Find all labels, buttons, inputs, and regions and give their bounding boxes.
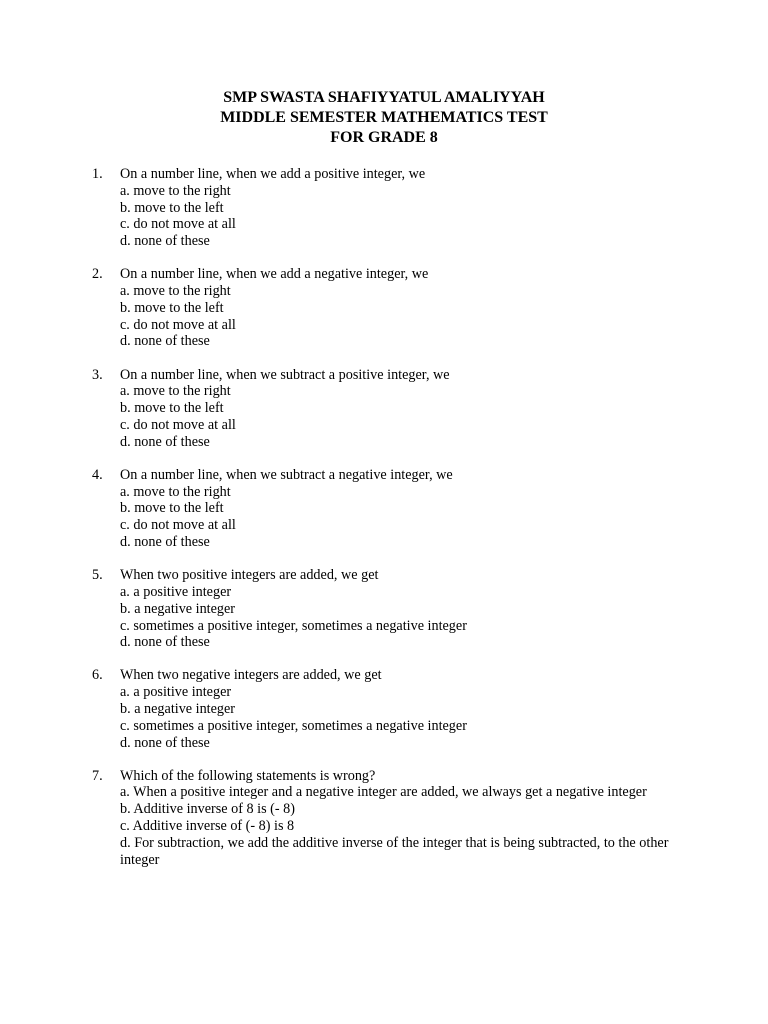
option-d: d. none of these — [120, 333, 210, 350]
option-a: a. move to the right — [120, 383, 231, 400]
answer-options — [120, 283, 682, 350]
question-number: 2. — [92, 266, 103, 283]
question-4 — [92, 467, 682, 551]
option-d: d. none of these — [120, 534, 210, 551]
option-d: d. none of these — [120, 233, 210, 250]
option-d: d. none of these — [120, 433, 210, 450]
option-b: b. move to the left — [120, 299, 224, 316]
option-c: c. do not move at all — [120, 517, 236, 534]
option-b: b. move to the left — [120, 199, 224, 216]
question-number: 5. — [92, 567, 103, 584]
answer-options — [120, 183, 682, 250]
question-number: 7. — [92, 767, 103, 784]
question-text: When two negative integers are added, we get — [120, 667, 382, 684]
grade-label: FOR GRADE 8 — [330, 129, 438, 146]
question-number: 4. — [92, 466, 103, 483]
question-text: On a number line, when we subtract a negative integer, we — [120, 466, 453, 483]
option-a: a. move to the right — [120, 182, 231, 199]
school-name: SMP SWASTA SHAFIYYATUL AMALIYYAH — [223, 89, 545, 106]
option-a: a. a positive integer — [120, 684, 232, 701]
option-c: c. Additive inverse of (- 8) is 8 — [120, 818, 295, 835]
question-text: On a number line, when we add a positive integer, we — [120, 166, 426, 182]
option-b: b. move to the left — [120, 400, 224, 417]
test-title: MIDDLE SEMESTER MATHEMATICS TEST — [220, 109, 548, 126]
question-text: On a number line, when we subtract a positive integer, we — [120, 366, 450, 383]
test-header — [0, 88, 768, 148]
option-c: c. do not move at all — [120, 316, 236, 333]
question-text: On a number line, when we add a negative integer, we — [120, 266, 429, 283]
question-7 — [92, 768, 682, 869]
question-number: 3. — [92, 366, 103, 383]
question-text: When two positive integers are added, we get — [120, 567, 379, 584]
question-3 — [92, 367, 682, 451]
question-2 — [92, 266, 682, 350]
option-c: c. do not move at all — [120, 216, 236, 233]
answer-options — [120, 784, 682, 868]
question-list — [92, 166, 682, 885]
answer-options — [120, 484, 682, 551]
question-6 — [92, 667, 682, 751]
option-d: d. For subtraction, we add the additive inverse of the integer that is being subtracted, to the other integer — [120, 834, 669, 868]
question-number: 1. — [92, 166, 103, 182]
option-c: c. sometimes a positive integer, sometimes a negative integer — [120, 717, 467, 734]
option-a: a. move to the right — [120, 283, 231, 300]
option-b: b. a negative integer — [120, 600, 236, 617]
question-5 — [92, 567, 682, 651]
option-d: d. none of these — [120, 634, 210, 651]
option-a: a. When a positive integer and a negative integer are added, we always get a negative integer — [120, 784, 647, 801]
question-1 — [92, 166, 682, 250]
option-a: a. move to the right — [120, 483, 231, 500]
option-c: c. do not move at all — [120, 416, 236, 433]
option-c: c. sometimes a positive integer, sometimes a negative integer — [120, 617, 467, 634]
option-b: b. move to the left — [120, 500, 224, 517]
question-text: Which of the following statements is wrong? — [120, 767, 376, 784]
answer-options — [120, 684, 682, 751]
option-b: b. a negative integer — [120, 701, 236, 717]
question-number: 6. — [92, 667, 103, 684]
option-a: a. a positive integer — [120, 583, 232, 600]
answer-options — [120, 383, 682, 450]
option-b: b. Additive inverse of 8 is (- 8) — [120, 801, 295, 818]
answer-options — [120, 584, 682, 651]
option-d: d. none of these — [120, 734, 210, 751]
